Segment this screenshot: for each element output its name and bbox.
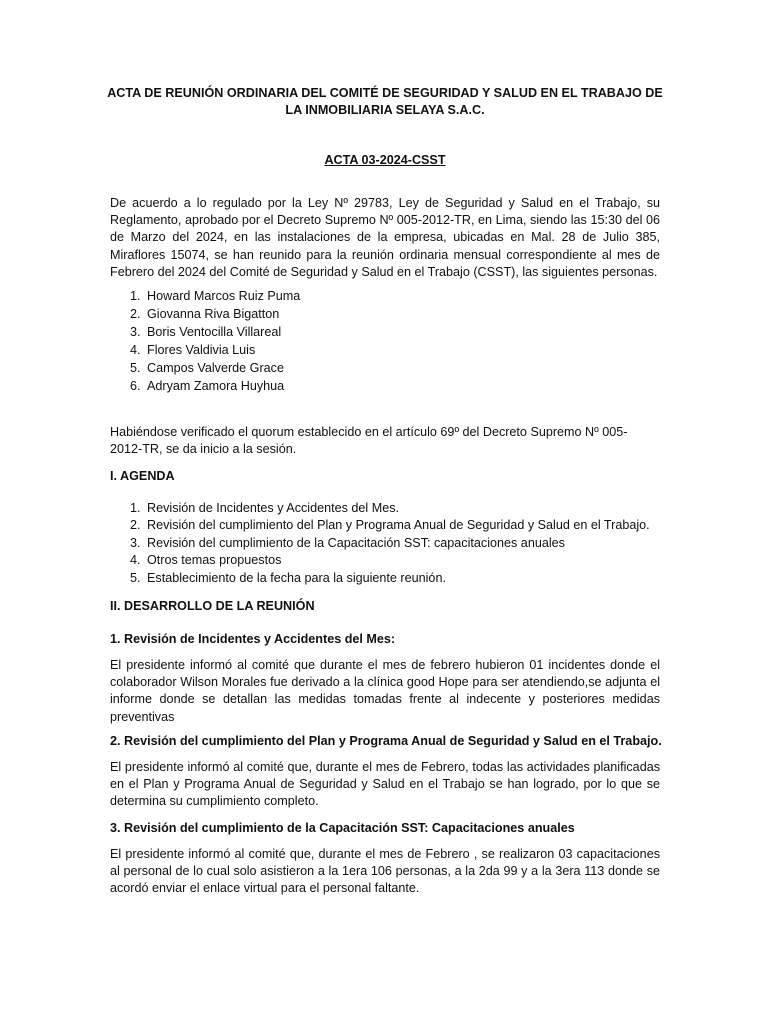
list-number: 3. [130, 535, 141, 550]
development-heading: II. DESARROLLO DE LA REUNIÓN [110, 599, 315, 613]
intro-paragraph: De acuerdo a lo regulado por la Ley Nº 29783, Ley de Seguridad y Salud en el Trabajo, su Reglamento, aprobado por el Decreto Supremo Nº 005-2012-TR, en Lima, siendo las 15:30 del 06 de Marzo del 2024, en las instalaciones de la empresa, ubicadas en Mal. 28 de Julio 385, Miraflores 15074, se han reunido para la reunión ordinaria mensual correspondiente al mes de Febrero del 2024 del Comité de Seguridad y Salud en el Trabajo (CSST), las siguientes personas. [110, 196, 660, 279]
attendee-name: Flores Valdivia Luis [147, 343, 256, 357]
section-2-heading: 2. Revisión del cumplimiento del Plan y Programa Anual de Seguridad y Salud en el Trabajo. [110, 734, 662, 748]
list-number: 1. [130, 289, 141, 303]
agenda-item-text: Revisión del cumplimiento del Plan y Programa Anual de Seguridad y Salud en el Trabajo. [147, 518, 650, 533]
agenda-heading: I. AGENDA [110, 469, 175, 483]
attendee-name: Boris Ventocilla Villareal [147, 325, 282, 339]
attendee-name: Howard Marcos Ruiz Puma [147, 289, 301, 303]
attendee-name: Campos Valverde Grace [147, 361, 284, 375]
quorum-paragraph: Habiéndose verificado el quorum establecido en el artículo 69º del Decreto Supremo Nº 005-2012-TR, se da inicio a la sesión. [110, 425, 628, 457]
list-item [130, 377, 670, 395]
list-item [130, 305, 670, 323]
list-item [130, 500, 670, 517]
agenda-item-text: Revisión del cumplimiento de la Capacitación SST: capacitaciones anuales [147, 535, 565, 550]
list-number: 3. [130, 325, 141, 339]
acta-code: ACTA 03-2024-CSST [324, 153, 446, 167]
list-item [130, 517, 670, 534]
list-number: 4. [130, 553, 141, 568]
section-2-body: El presidente informó al comité que, durante el mes de Febrero, todas las actividades planificadas en el Plan y Programa Anual de Seguridad y Salud en el Trabajo se han logrado, por lo que se determina su cumplimiento completo. [110, 760, 660, 809]
attendee-list [130, 287, 670, 395]
list-number: 5. [130, 361, 141, 375]
agenda-item-text: Revisión de Incidentes y Accidentes del Mes. [147, 501, 400, 515]
list-number: 6. [130, 379, 141, 393]
attendee-name: Giovanna Riva Bigatton [147, 307, 280, 321]
attendee-name: Adryam Zamora Huyhua [147, 379, 285, 393]
section-3-body: El presidente informó al comité que, durante el mes de Febrero , se realizaron 03 capacitaciones al personal de lo cual solo asistieron a la 1era 106 personas, a la 2da 99 y a la 3era 113 donde se acordó enviar el enlace virtual para el personal faltante. [110, 847, 660, 896]
list-item [130, 552, 670, 569]
section-1-heading: 1. Revisión de Incidentes y Accidentes del Mes: [110, 632, 396, 646]
list-item [130, 341, 670, 359]
list-number: 2. [130, 307, 141, 321]
list-item [130, 323, 670, 341]
list-item [130, 359, 670, 377]
list-number: 2. [130, 518, 141, 533]
agenda-item-text: Otros temas propuestos [147, 553, 282, 568]
list-number: 4. [130, 343, 141, 357]
list-item [130, 570, 670, 587]
section-3-heading: 3. Revisión del cumplimiento de la Capacitación SST: Capacitaciones anuales [110, 821, 575, 835]
list-item [130, 535, 670, 552]
list-number: 5. [130, 570, 141, 585]
list-number: 1. [130, 501, 141, 515]
agenda-item-text: Establecimiento de la fecha para la siguiente reunión. [147, 570, 446, 585]
section-1-body: El presidente informó al comité que durante el mes de febrero hubieron 01 incidentes donde el colaborador Wilson Morales fue derivado a la clínica good Hope para ser atendiendo,se adjunta el informe donde se detallan las medidas tomadas frente al indecente y posteriores medidas preventivas [110, 658, 660, 724]
document-title: ACTA DE REUNIÓN ORDINARIA DEL COMITÉ DE SEGURIDAD Y SALUD EN EL TRABAJO DE LA INMOBILIARIA SELAYA S.A.C. [107, 86, 663, 117]
agenda-list [130, 500, 670, 587]
list-item [130, 287, 670, 305]
